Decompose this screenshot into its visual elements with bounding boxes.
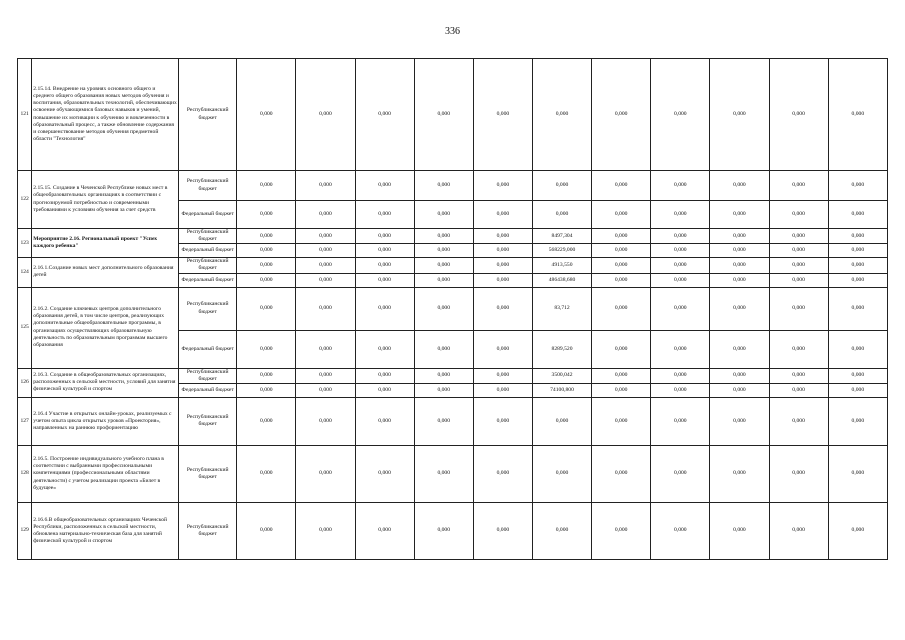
amount-cell: 0,000 — [355, 287, 414, 330]
amount-cell: 0,000 — [532, 201, 591, 229]
amount-cell: 0,000 — [473, 229, 532, 244]
row-description: 2.16.6.В общеобразовательных организациях Чеченской Республики, расположенных в сельской местности, обновлена материально-техническая база для занятий физической культурой и спортом — [32, 502, 179, 559]
amount-cell: 3500,042 — [532, 368, 591, 383]
amount-cell: 0,000 — [710, 397, 769, 445]
amount-cell: 0,000 — [355, 502, 414, 559]
funding-source: Федеральный бюджет — [179, 201, 237, 229]
table-body — [18, 59, 888, 560]
amount-cell: 0,000 — [710, 201, 769, 229]
amount-cell: 0,000 — [473, 258, 532, 273]
amount-cell: 0,000 — [296, 258, 355, 273]
amount-cell: 0,000 — [828, 502, 887, 559]
amount-cell: 0,000 — [651, 368, 710, 383]
amount-cell: 0,000 — [592, 368, 651, 383]
amount-cell: 0,000 — [414, 287, 473, 330]
row-number: 127 — [18, 397, 32, 445]
amount-cell: 0,000 — [237, 445, 296, 502]
amount-cell: 0,000 — [414, 171, 473, 201]
amount-cell: 0,000 — [414, 368, 473, 383]
row-description: 2.15.14. Внедрение на уровнях основного общего и среднего общего образования новых методов обучения и воспитания, образовательных технологий, обеспечивающих освоение обучающимися базовых навыков и умений, повышение их мотивации к обучению и вовлеченности в образовательный процесс, а также обновление содержания и совершенствование методов обучения предметной области "Технология" — [32, 59, 179, 171]
amount-cell: 0,000 — [592, 445, 651, 502]
amount-cell: 0,000 — [355, 59, 414, 171]
amount-cell: 0,000 — [414, 330, 473, 368]
amount-cell: 0,000 — [237, 383, 296, 397]
amount-cell: 0,000 — [828, 330, 887, 368]
amount-cell: 0,000 — [296, 201, 355, 229]
amount-cell: 0,000 — [592, 330, 651, 368]
amount-cell: 0,000 — [532, 502, 591, 559]
amount-cell: 0,000 — [473, 59, 532, 171]
amount-cell: 0,000 — [296, 383, 355, 397]
amount-cell: 0,000 — [532, 171, 591, 201]
amount-cell: 0,000 — [237, 171, 296, 201]
amount-cell: 0,000 — [828, 445, 887, 502]
amount-cell: 0,000 — [414, 397, 473, 445]
funding-source: Республиканский бюджет — [179, 502, 237, 559]
amount-cell: 0,000 — [828, 258, 887, 273]
funding-source: Республиканский бюджет — [179, 171, 237, 201]
amount-cell: 0,000 — [651, 445, 710, 502]
amount-cell: 0,000 — [828, 383, 887, 397]
amount-cell: 0,000 — [769, 258, 828, 273]
amount-cell: 0,000 — [769, 229, 828, 244]
amount-cell: 0,000 — [296, 397, 355, 445]
amount-cell: 0,000 — [651, 201, 710, 229]
amount-cell: 0,000 — [651, 287, 710, 330]
amount-cell: 0,000 — [237, 258, 296, 273]
row-description: 2.16.3. Создание в общеобразовательных организациях, расположенных в сельской местности, условий для занятия физической культурой и спортом — [32, 368, 179, 397]
amount-cell: 0,000 — [769, 287, 828, 330]
amount-cell: 0,000 — [828, 287, 887, 330]
row-description: 2.16.4 Участие в открытых онлайн-уроках, реализуемых с учетом опыта цикла открытых уроков «Проектория», направленных на раннюю профориентацию — [32, 397, 179, 445]
amount-cell: 0,000 — [710, 171, 769, 201]
funding-source: Республиканский бюджет — [179, 445, 237, 502]
amount-cell: 0,000 — [710, 330, 769, 368]
amount-cell: 0,000 — [828, 171, 887, 201]
amount-cell: 0,000 — [414, 229, 473, 244]
row-number: 122 — [18, 171, 32, 229]
table-row — [18, 502, 888, 559]
amount-cell: 0,000 — [769, 330, 828, 368]
funding-source: Республиканский бюджет — [179, 368, 237, 383]
amount-cell: 0,000 — [592, 273, 651, 287]
row-number: 125 — [18, 287, 32, 368]
amount-cell: 0,000 — [828, 229, 887, 244]
amount-cell: 0,000 — [355, 201, 414, 229]
amount-cell: 0,000 — [592, 383, 651, 397]
amount-cell: 0,000 — [592, 287, 651, 330]
funding-source: Республиканский бюджет — [179, 397, 237, 445]
amount-cell: 0,000 — [769, 383, 828, 397]
row-number: 123 — [18, 229, 32, 258]
amount-cell: 0,000 — [355, 229, 414, 244]
amount-cell: 0,000 — [592, 258, 651, 273]
amount-cell: 0,000 — [414, 273, 473, 287]
amount-cell: 0,000 — [592, 397, 651, 445]
amount-cell: 568229,000 — [532, 244, 591, 258]
amount-cell: 0,000 — [769, 397, 828, 445]
amount-cell: 0,000 — [592, 502, 651, 559]
amount-cell: 0,000 — [414, 59, 473, 171]
amount-cell: 0,000 — [237, 287, 296, 330]
table-row — [18, 229, 888, 244]
row-description: 2.15.15. Создание в Чеченской Республике новых мест в общеобразовательных организациях в соответствии с прогнозируемой потребностью и современными требованиями к условиям обучения за счет средств — [32, 171, 179, 229]
amount-cell: 0,000 — [473, 244, 532, 258]
amount-cell: 0,000 — [237, 244, 296, 258]
row-number: 121 — [18, 59, 32, 171]
amount-cell: 0,000 — [769, 502, 828, 559]
amount-cell: 0,000 — [710, 273, 769, 287]
amount-cell: 0,000 — [296, 445, 355, 502]
amount-cell: 0,000 — [473, 445, 532, 502]
amount-cell: 0,000 — [473, 368, 532, 383]
table-row — [18, 258, 888, 273]
amount-cell: 0,000 — [355, 244, 414, 258]
funding-source: Республиканский бюджет — [179, 59, 237, 171]
amount-cell: 0,000 — [651, 59, 710, 171]
amount-cell: 0,000 — [296, 244, 355, 258]
amount-cell: 0,000 — [473, 201, 532, 229]
amount-cell: 0,000 — [769, 59, 828, 171]
amount-cell: 0,000 — [710, 383, 769, 397]
amount-cell: 0,000 — [828, 397, 887, 445]
amount-cell: 0,000 — [828, 201, 887, 229]
amount-cell: 4913,550 — [532, 258, 591, 273]
amount-cell: 0,000 — [296, 229, 355, 244]
amount-cell: 0,000 — [296, 287, 355, 330]
amount-cell: 0,000 — [237, 229, 296, 244]
budget-table — [17, 58, 888, 560]
amount-cell: 0,000 — [828, 273, 887, 287]
amount-cell: 0,000 — [414, 201, 473, 229]
amount-cell: 0,000 — [355, 368, 414, 383]
amount-cell: 74100,800 — [532, 383, 591, 397]
amount-cell: 0,000 — [237, 368, 296, 383]
amount-cell: 0,000 — [355, 258, 414, 273]
amount-cell: 0,000 — [414, 244, 473, 258]
amount-cell: 0,000 — [651, 244, 710, 258]
amount-cell: 83,712 — [532, 287, 591, 330]
amount-cell: 0,000 — [769, 368, 828, 383]
amount-cell: 0,000 — [769, 201, 828, 229]
amount-cell: 0,000 — [473, 502, 532, 559]
row-number: 124 — [18, 258, 32, 287]
table-row — [18, 59, 888, 171]
amount-cell: 0,000 — [769, 445, 828, 502]
amount-cell: 0,000 — [592, 201, 651, 229]
amount-cell: 0,000 — [592, 171, 651, 201]
funding-source: Республиканский бюджет — [179, 229, 237, 244]
amount-cell: 0,000 — [651, 258, 710, 273]
amount-cell: 0,000 — [296, 502, 355, 559]
amount-cell: 0,000 — [237, 273, 296, 287]
amount-cell: 0,000 — [414, 502, 473, 559]
amount-cell: 0,000 — [710, 368, 769, 383]
amount-cell: 0,000 — [355, 397, 414, 445]
row-description: 2.16.1.Создание новых мест дополнительного образования детей — [32, 258, 179, 287]
amount-cell: 0,000 — [355, 445, 414, 502]
amount-cell: 0,000 — [296, 171, 355, 201]
amount-cell: 0,000 — [710, 244, 769, 258]
amount-cell: 0,000 — [532, 445, 591, 502]
amount-cell: 0,000 — [769, 244, 828, 258]
amount-cell: 0,000 — [237, 201, 296, 229]
amount-cell: 0,000 — [828, 368, 887, 383]
amount-cell: 8289,520 — [532, 330, 591, 368]
amount-cell: 0,000 — [828, 244, 887, 258]
amount-cell: 486438,680 — [532, 273, 591, 287]
amount-cell: 0,000 — [237, 502, 296, 559]
amount-cell: 0,000 — [828, 59, 887, 171]
amount-cell: 0,000 — [414, 258, 473, 273]
amount-cell: 0,000 — [355, 330, 414, 368]
funding-source: Федеральный бюджет — [179, 330, 237, 368]
funding-source: Федеральный бюджет — [179, 244, 237, 258]
amount-cell: 0,000 — [355, 273, 414, 287]
amount-cell: 0,000 — [296, 273, 355, 287]
amount-cell: 0,000 — [473, 273, 532, 287]
table-row — [18, 171, 888, 201]
amount-cell: 0,000 — [473, 397, 532, 445]
row-number: 126 — [18, 368, 32, 397]
amount-cell: 0,000 — [592, 59, 651, 171]
table-row — [18, 368, 888, 383]
row-description: Мероприятие 2.16. Региональный проект "Успех каждого ребенка" — [32, 229, 179, 258]
amount-cell: 0,000 — [237, 59, 296, 171]
amount-cell: 0,000 — [651, 171, 710, 201]
amount-cell: 0,000 — [414, 383, 473, 397]
amount-cell: 0,000 — [710, 445, 769, 502]
amount-cell: 0,000 — [355, 383, 414, 397]
amount-cell: 0,000 — [710, 258, 769, 273]
amount-cell: 0,000 — [296, 330, 355, 368]
funding-source: Республиканский бюджет — [179, 287, 237, 330]
amount-cell: 0,000 — [473, 383, 532, 397]
amount-cell: 0,000 — [710, 502, 769, 559]
amount-cell: 0,000 — [651, 397, 710, 445]
amount-cell: 0,000 — [237, 330, 296, 368]
table-row — [18, 445, 888, 502]
amount-cell: 0,000 — [237, 397, 296, 445]
amount-cell: 0,000 — [592, 229, 651, 244]
amount-cell: 0,000 — [532, 397, 591, 445]
amount-cell: 0,000 — [296, 59, 355, 171]
amount-cell: 0,000 — [532, 59, 591, 171]
amount-cell: 0,000 — [473, 330, 532, 368]
amount-cell: 0,000 — [710, 229, 769, 244]
amount-cell: 0,000 — [355, 171, 414, 201]
amount-cell: 0,000 — [592, 244, 651, 258]
row-number: 129 — [18, 502, 32, 559]
table-row — [18, 287, 888, 330]
amount-cell: 0,000 — [651, 273, 710, 287]
amount-cell: 0,000 — [473, 171, 532, 201]
amount-cell: 0,000 — [651, 229, 710, 244]
amount-cell: 0,000 — [414, 445, 473, 502]
amount-cell: 0,000 — [769, 273, 828, 287]
amount-cell: 0,000 — [769, 171, 828, 201]
row-number: 128 — [18, 445, 32, 502]
page-number: 336 — [445, 26, 460, 37]
amount-cell: 0,000 — [710, 287, 769, 330]
amount-cell: 8497,304 — [532, 229, 591, 244]
funding-source: Федеральный бюджет — [179, 383, 237, 397]
amount-cell: 0,000 — [651, 330, 710, 368]
amount-cell: 0,000 — [651, 502, 710, 559]
amount-cell: 0,000 — [473, 287, 532, 330]
row-description: 2.16.2. Создание ключевых центров дополнительного образования детей, в том числе центров, реализующих дополнительные общеобразовательные программы, в организациях осуществляющих образовательную деятельность по образовательным программам высшего образования — [32, 287, 179, 368]
row-description: 2.16.5. Построение индивидуального учебного плана в соответствии с выбранными профессиональными компетенциями (профессиональными областями деятельности) с учетом реализации проекта «Билет в будущее» — [32, 445, 179, 502]
amount-cell: 0,000 — [710, 59, 769, 171]
table-row — [18, 397, 888, 445]
amount-cell: 0,000 — [296, 368, 355, 383]
funding-source: Федеральный бюджет — [179, 273, 237, 287]
funding-source: Республиканский бюджет — [179, 258, 237, 273]
amount-cell: 0,000 — [651, 383, 710, 397]
